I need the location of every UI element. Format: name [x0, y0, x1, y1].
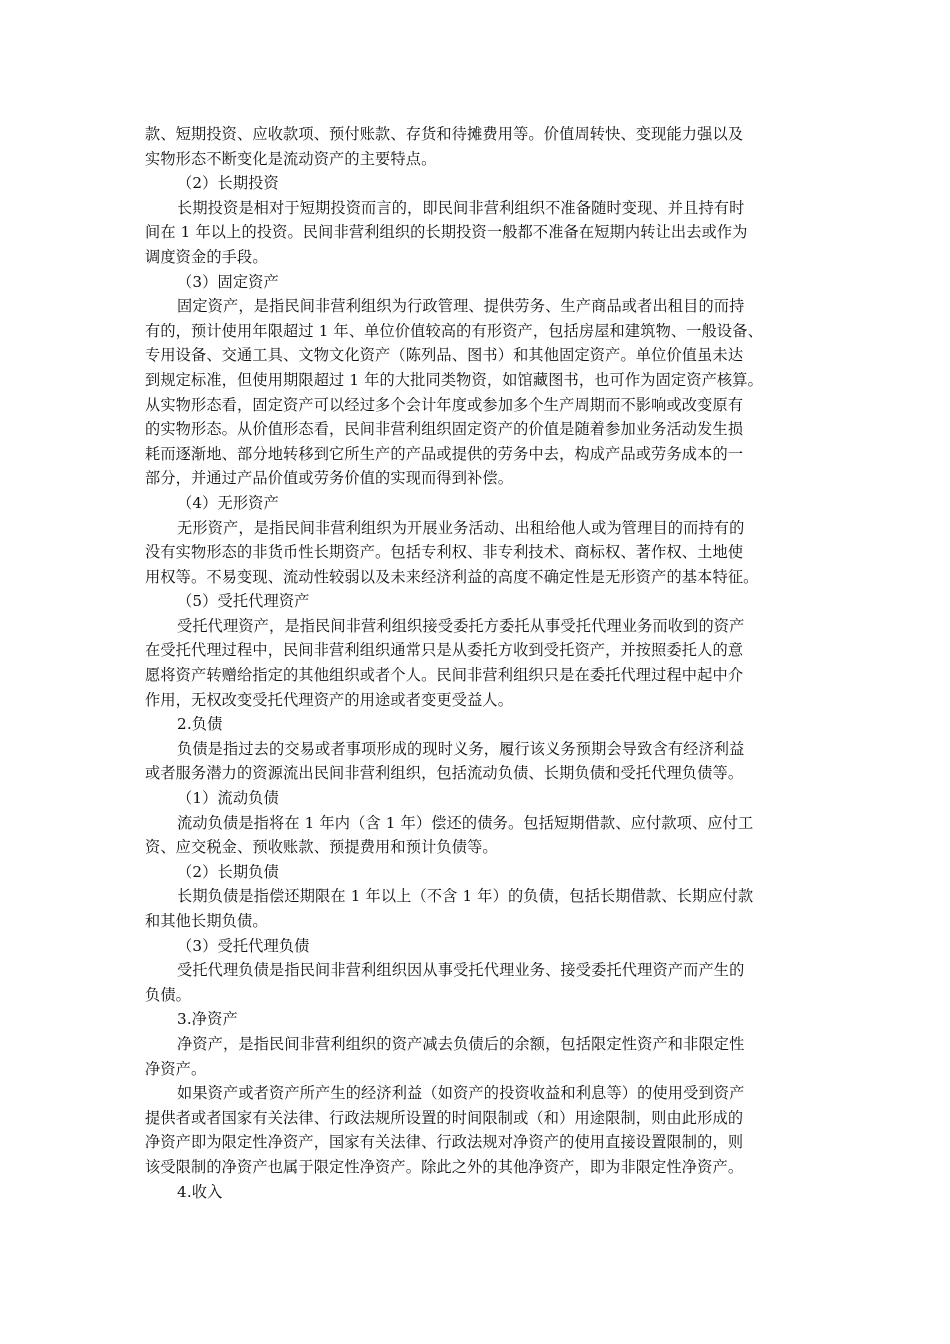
text-line: 从实物形态看，固定资产可以经过多个会计年度或参加多个生产周期而不影响或改变原有	[145, 395, 744, 414]
text-line: 提供者或者国家有关法律、行政法规所设置的时间限制或（和）用途限制，则由此形成的	[145, 1108, 744, 1127]
text-line: 负债。	[145, 985, 192, 1004]
paragraph-start-line: 长期投资是相对于短期投资而言的，即民间非营利组织不准备随时变现、并且持有时	[177, 198, 745, 217]
text-line: 该受限制的净资产也属于限定性净资产。除此之外的其他净资产，即为非限定性净资产。	[145, 1157, 744, 1176]
paragraph-start-line: 受托代理负债是指民间非营利组织因从事受托代理业务、接受委托代理资产而产生的	[177, 961, 745, 980]
text-line: 款、短期投资、应收款项、预付账款、存货和待摊费用等。价值周转快、变现能力强以及	[145, 125, 744, 143]
text-line: 净资产即为限定性净资产，国家有关法律、行政法规对净资产的使用直接设置限制的，则	[145, 1133, 744, 1152]
text-line: 没有实物形态的非货币性长期资产。包括专利权、非专利技术、商标权、著作权、土地使	[145, 543, 744, 562]
paragraph-start-line: 固定资产，是指民间非营利组织为行政管理、提供劳务、生产商品或者出租目的而持	[177, 297, 745, 316]
paragraph-start-line: （1）流动负债	[177, 789, 279, 808]
paragraph-start-line: （2）长期负债	[177, 862, 279, 881]
paragraph-start-line: 净资产，是指民间非营利组织的资产减去负债后的余额，包括限定性资产和非限定性	[177, 1034, 745, 1053]
paragraph-start-line: （3）固定资产	[177, 272, 279, 291]
text-line: 有的，预计使用年限超过 1 年、单位价值较高的有形资产，包括房屋和建筑物、一般设备、	[145, 321, 763, 340]
text-line: 和其他长期负债。	[145, 912, 268, 930]
paragraph-start-line: （5）受托代理资产	[177, 592, 310, 611]
paragraph-start-line: 3.净资产	[177, 1010, 238, 1029]
text-line: 资、应交税金、预收账款、预提费用和预计负债等。	[145, 838, 498, 857]
text-line: 到规定标准，但使用期限超过 1 年的大批同类物资，如馆藏图书，也可作为固定资产核算。	[145, 370, 763, 389]
paragraph-start-line: （3）受托代理负债	[177, 936, 310, 955]
paragraph-start-line: （2）长期投资	[177, 174, 279, 193]
paragraph-start-line: 无形资产，是指民间非营利组织为开展业务活动、出租给他人或为管理目的而持有的	[177, 518, 745, 537]
text-line: 的实物形态。从价值形态看，民间非营利组织固定资产的价值是随着参加业务活动发生损	[145, 420, 744, 439]
text-line: 调度资金的手段。	[145, 247, 268, 266]
text-line: 作用，无权改变受托代理资产的用途或者变更受益人。	[145, 690, 514, 709]
paragraph-start-line: 流动负债是指将在 1 年内（含 1 年）偿还的债务。包括短期借款、应付款项、应付工	[177, 813, 754, 832]
text-line: 专用设备、交通工具、文物文化资产（陈列品、图书）和其他固定资产。单位价值虽未达	[145, 346, 744, 365]
paragraph-start-line: 负债是指过去的交易或者事项形成的现时义务，履行该义务预期会导致含有经济利益	[177, 739, 745, 758]
paragraph-start-line: （4）无形资产	[177, 493, 279, 512]
paragraph-start-line: 长期负债是指偿还期限在 1 年以上（不含 1 年）的负债，包括长期借款、长期应付款	[177, 887, 754, 906]
text-line: 耗而逐渐地、部分地转移到它所生产的产品或提供的劳务中去，构成产品或劳务成本的一	[145, 444, 744, 463]
text-line: 间在 1 年以上的投资。民间非营利组织的长期投资一般都不准备在短期内转让出去或作为	[145, 223, 748, 242]
text-line: 实物形态不断变化是流动资产的主要特点。	[145, 149, 437, 168]
text-line: 净资产。	[145, 1059, 207, 1078]
paragraph-start-line: 2.负债	[177, 715, 223, 734]
paragraph-start-line: 如果资产或者资产所产生的经济利益（如资产的投资收益和利息等）的使用受到资产	[177, 1084, 745, 1103]
paragraph-start-line: 受托代理资产，是指民间非营利组织接受委托方委托从事受托代理业务而收到的资产	[177, 616, 745, 635]
text-line: 愿将资产转赠给指定的其他组织或者个人。民间非营利组织只是在委托代理过程中起中介	[145, 666, 744, 685]
text-line: 部分，并通过产品价值或劳务价值的实现而得到补偿。	[145, 469, 514, 488]
document-page	[145, 122, 813, 1204]
text-line: 在受托代理过程中，民间非营利组织通常只是从委托方收到受托资产，并按照委托人的意	[145, 641, 744, 660]
paragraph-start-line: 4.收入	[177, 1182, 223, 1201]
text-line: 用权等。不易变现、流动性较弱以及未来经济利益的高度不确定性是无形资产的基本特征。	[145, 567, 759, 586]
text-line: 或者服务潜力的资源流出民间非营利组织，包括流动负债、长期负债和受托代理负债等。	[145, 764, 744, 783]
